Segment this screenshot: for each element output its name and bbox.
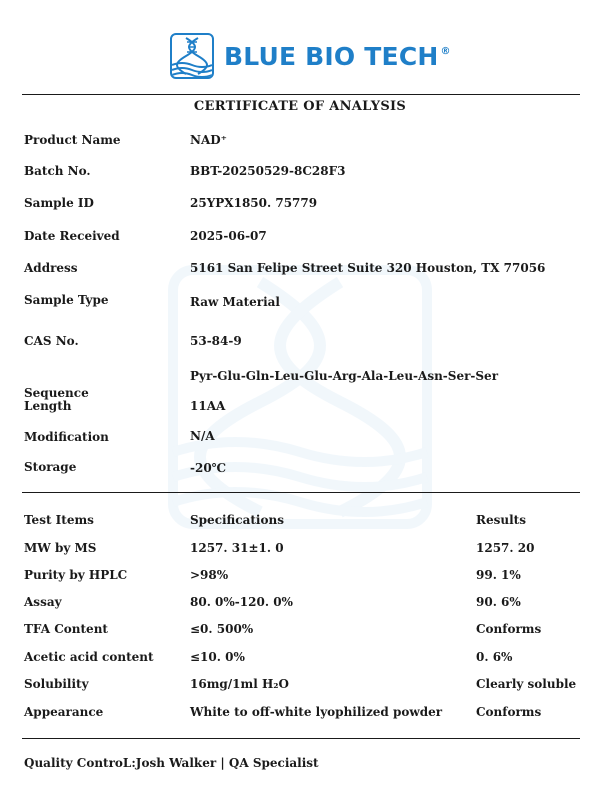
brand-name: BLUE BIO TECH ® [224, 41, 451, 71]
label-sample-id: Sample ID [24, 196, 94, 210]
label-date-received: Date Received [24, 229, 120, 243]
label-batch-no: Batch No. [24, 164, 91, 178]
value-sample-id: 25YPX1850. 75779 [190, 196, 318, 210]
value-modification: N/A [190, 429, 215, 443]
top-divider [22, 94, 580, 95]
table-row-result: Clearly soluble [476, 677, 577, 691]
label-address: Address [24, 261, 78, 275]
value-sample-type: Raw Material [190, 295, 280, 309]
table-row-item: Assay [24, 595, 62, 609]
table-row-item: Solubility [24, 677, 89, 691]
header-results: Results [476, 513, 526, 527]
header-specifications: Specifications [190, 513, 284, 527]
value-length: 11AA [190, 399, 226, 413]
value-address: 5161 San Felipe Street Suite 320 Houston, TX 77056 [190, 261, 546, 275]
bottom-divider [22, 738, 580, 739]
label-sample-type: Sample Type [24, 293, 109, 307]
value-sequence: Pyr-Glu-Gln-Leu-Glu-Arg-Ala-Leu-Asn-Ser-Ser [190, 369, 499, 383]
label-length: Length [24, 399, 72, 413]
table-row-item: TFA Content [24, 622, 108, 636]
table-row-item: MW by MS [24, 541, 97, 555]
table-row-result: Conforms [476, 705, 542, 719]
registered-mark: ® [440, 45, 451, 57]
table-row-result: 90. 6% [476, 595, 521, 609]
value-batch-no: BBT-20250529-8C28F3 [190, 164, 346, 178]
table-row-result: 1257. 20 [476, 541, 535, 555]
value-date-received: 2025-06-07 [190, 229, 267, 243]
label-storage: Storage [24, 460, 77, 474]
label-sequence: Sequence [24, 386, 89, 400]
quality-control-signoff: Quality ControL:Josh Walker | QA Specialist [24, 756, 319, 770]
document-title: CERTIFICATE OF ANALYSIS [193, 99, 407, 114]
table-row-result: Conforms [476, 622, 542, 636]
table-row-item: Appearance [24, 705, 104, 719]
table-row-spec: 80. 0%-120. 0% [190, 595, 293, 609]
brand-logo [170, 30, 451, 82]
table-row-spec: >98% [190, 568, 229, 582]
table-row-result: 0. 6% [476, 650, 513, 664]
label-product-name: Product Name [24, 133, 121, 147]
label-cas-no: CAS No. [24, 334, 79, 348]
table-row-spec: ≤0. 500% [190, 622, 254, 636]
table-row-spec: ≤10. 0% [190, 650, 245, 664]
table-row-item: Acetic acid content [24, 650, 154, 664]
header-test-items: Test Items [24, 513, 94, 527]
middle-divider [22, 492, 580, 493]
dna-waves-logo-icon [170, 33, 214, 79]
table-row-spec: 1257. 31±1. 0 [190, 541, 284, 555]
table-row-result: 99. 1% [476, 568, 521, 582]
value-product-name: NAD⁺ [190, 133, 228, 147]
table-row-item: Purity by HPLC [24, 568, 128, 582]
table-row-spec: 16mg/1ml H₂O [190, 677, 289, 691]
label-modification: Modification [24, 430, 109, 444]
table-row-spec: White to off-white lyophilized powder [190, 705, 443, 719]
value-cas-no: 53-84-9 [190, 334, 242, 348]
value-storage: -20℃ [190, 461, 227, 475]
